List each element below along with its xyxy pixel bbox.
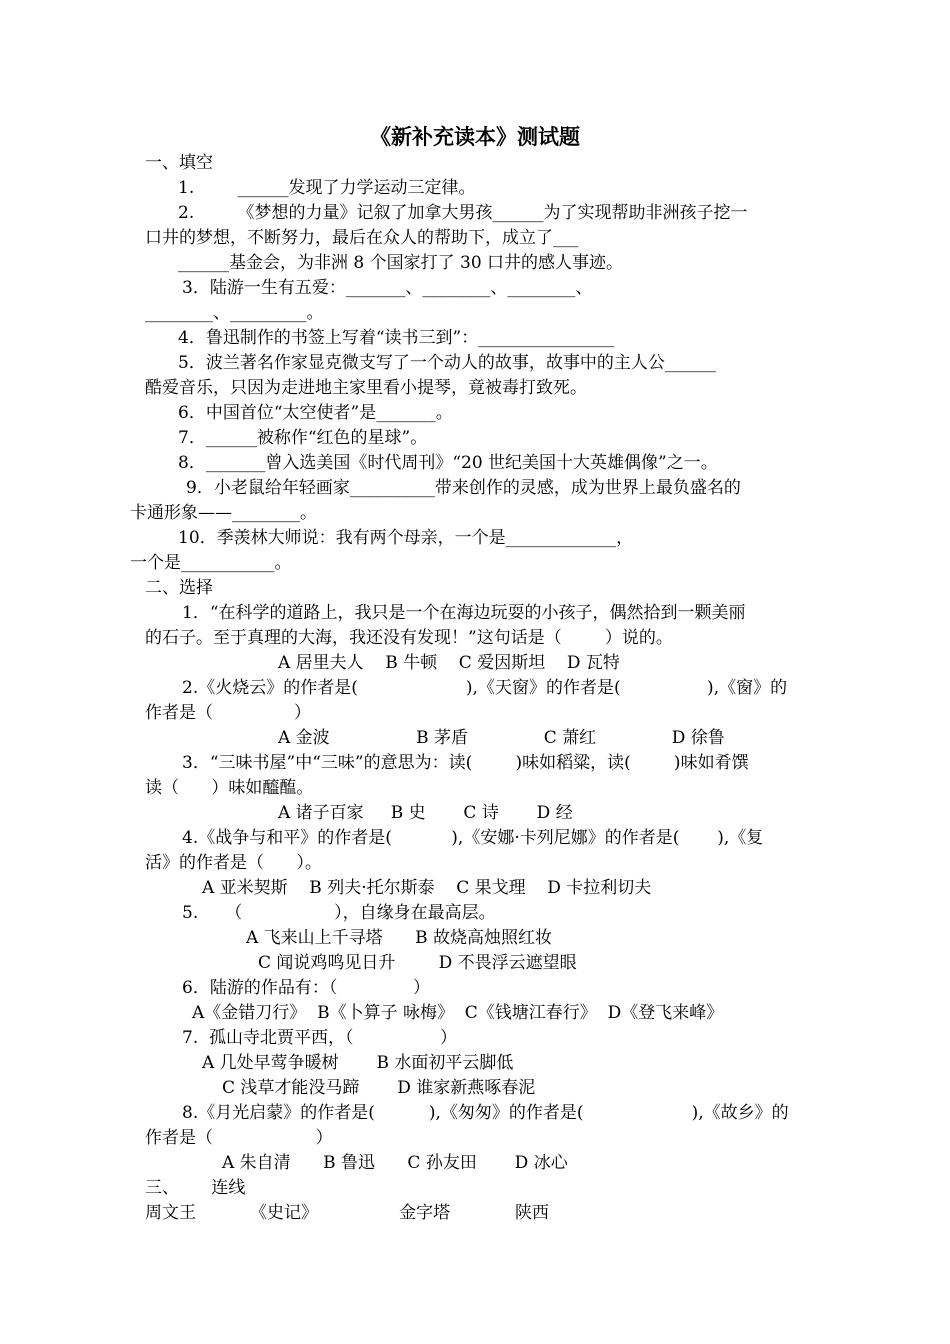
choice-question-2-cont: 作者是（ ）: [145, 703, 312, 723]
fill-question-4: 4．鲁迅制作的书签上写着“读书三到”：________________: [178, 328, 615, 348]
fill-question-10: 10．季羡林大师说：我有两个母亲，一个是_____________，: [178, 528, 634, 548]
choice-question-5-options-cd: C 闻说鸡鸣见日升 D 不畏浮云遮望眼: [258, 953, 577, 973]
choice-question-7-options-cd: C 浅草才能没马蹄 D 谁家新燕啄春泥: [222, 1078, 536, 1098]
fill-question-5-cont: 酷爱音乐，只因为走进地主家里看小提琴，竟被毒打致死。: [145, 378, 587, 398]
choice-question-3-cont: 读（ ）味如醯醢。: [145, 778, 314, 798]
choice-question-8-options: A 朱自清 B 鲁迅 C 孙友田 D 冰心: [222, 1153, 568, 1173]
fill-question-1: 1. ______发现了力学运动三定律。: [178, 178, 476, 198]
page-title: 《新补充读本》测试题: [370, 124, 580, 149]
fill-question-3-cont: ________、_________。: [145, 303, 324, 323]
choice-question-7: 7. 孤山寺北贾平西，（ ）: [182, 1028, 457, 1048]
choice-question-4-options: A 亚米契斯 B 列夫·托尔斯泰 C 果戈理 D 卡拉利切夫: [202, 878, 652, 898]
fill-question-8: 8．_______曾入选美国《时代周刊》“20 世纪美国十大英雄偶像”之一。: [178, 453, 718, 473]
section-heading-matching: 三、 连线: [145, 1178, 246, 1198]
choice-question-8-cont: 作者是（ ）: [145, 1128, 333, 1148]
choice-question-2: 2.《火烧云》的作者是( ),《天窗》的作者是( ),《窗》的: [182, 678, 788, 698]
choice-question-8: 8.《月光启蒙》的作者是( ),《匆匆》的作者是( ),《故乡》的: [182, 1103, 789, 1123]
fill-question-5: 5．波兰著名作家显克微支写了一个动人的故事，故事中的主人公______: [178, 353, 716, 373]
fill-question-2-cont2: ______基金会，为非洲 8 个国家打了 30 口井的感人事迹。: [178, 253, 624, 273]
fill-question-2-cont: 口井的梦想，不断努力，最后在众人的帮助下，成立了___: [145, 228, 579, 248]
choice-question-1-cont: 的石子。至于真理的大海，我还没有发现！”这句话是（ ）说的。: [145, 628, 673, 648]
choice-question-3: 3．“三味书屋”中“三味”的意思为：读( )味如稻粱，读( )味如肴馔: [182, 753, 749, 773]
fill-question-9-cont: 卡通形象——________。: [130, 503, 317, 523]
fill-question-9: 9．小老鼠给年轻画家__________带来创作的灵感，成为世界上最负盛名的: [186, 478, 741, 498]
choice-question-6: 6．陆游的作品有：（ ）: [182, 978, 430, 998]
choice-question-2-options: A 金波 B 茅盾 C 萧红 D 徐鲁: [278, 728, 725, 748]
section-heading-fill-blank: 一、填空: [145, 153, 213, 173]
fill-question-10-cont: 一个是___________。: [130, 553, 292, 573]
choice-question-1: 1．“在科学的道路上，我只是一个在海边玩耍的小孩子，偶然拾到一颗美丽: [182, 603, 746, 623]
choice-question-6-options: A《金错刀行》 B《卜算子 咏梅》 C《钱塘江春行》 D《登飞来峰》: [192, 1003, 724, 1023]
fill-question-6: 6．中国首位“太空使者”是_______。: [178, 403, 453, 423]
choice-question-7-options-ab: A 几处早莺争暖树 B 水面初平云脚低: [202, 1053, 514, 1073]
fill-question-3: 3．陆游一生有五爱：_______、________、________、: [182, 278, 593, 298]
fill-question-2: 2. 《梦想的力量》记叙了加拿大男孩______为了实现帮助非洲孩子挖一: [178, 203, 748, 223]
choice-question-5: 5. （ ），自缘身在最高层。: [182, 903, 496, 923]
matching-row-1: 周文王 《史记》 金字塔 陕西: [145, 1203, 549, 1223]
choice-question-1-options: A 居里夫人 B 牛顿 C 爱因斯坦 D 瓦特: [278, 653, 620, 673]
choice-question-4: 4.《战争与和平》的作者是( ),《安娜·卡列尼娜》的作者是( ),《复: [182, 828, 764, 848]
choice-question-4-cont: 活》的作者是（ ）。: [145, 853, 322, 873]
choice-question-5-options-ab: A 飞来山上千寻塔 B 故烧高烛照红妆: [246, 928, 552, 948]
section-heading-choice: 二、选择: [145, 578, 213, 598]
fill-question-7: 7．______被称作“红色的星球”。: [178, 428, 428, 448]
choice-question-3-options: A 诸子百家 B 史 C 诗 D 经: [278, 803, 573, 823]
